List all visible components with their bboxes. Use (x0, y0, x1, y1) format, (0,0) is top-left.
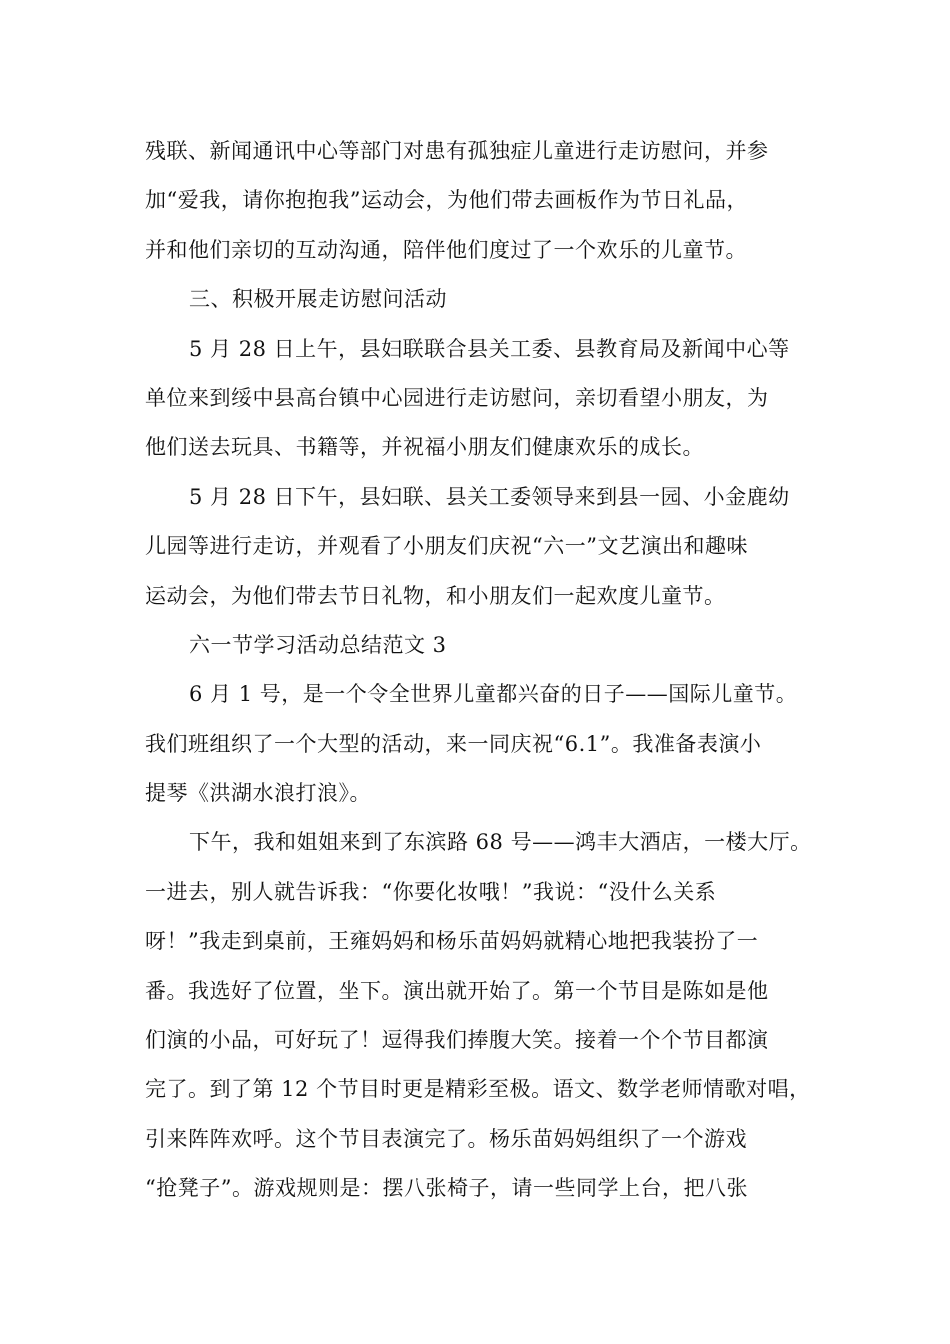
section-heading: 三、积极开展走访慰问活动 (189, 287, 447, 312)
text-line: 引来阵阵欢呼。这个节目表演完了。杨乐苗妈妈组织了一个游戏 (145, 1126, 747, 1151)
article-title: 六一节学习活动总结范文 3 (189, 632, 447, 657)
text-line: 提琴《洪湖水浪打浪》。 (145, 781, 371, 806)
text-line: 完了。到了第 12 个节目时更是精彩至极。语文、数学老师情歌对唱， (145, 1077, 811, 1102)
text-line: 运动会，为他们带去节日礼物，和小朋友们一起欢度儿童节。 (145, 583, 726, 608)
text-line: 一进去，别人就告诉我：“你要化妆哦！”我说：“没什么关系 (145, 879, 717, 904)
text-line: 5 月 28 日上午，县妇联联合县关工委、县教育局及新闻中心等 (189, 336, 790, 361)
text-line: 我们班组织了一个大型的活动，来一同庆祝“6.1”。我准备表演小 (145, 731, 762, 756)
text-line: 5 月 28 日下午，县妇联、县关工委领导来到县一园、小金鹿幼 (189, 484, 790, 509)
text-line: 儿园等进行走访，并观看了小朋友们庆祝“六一”文艺演出和趣味 (145, 534, 748, 559)
text-line: “抢凳子”。游戏规则是：摆八张椅子，请一些同学上台，把八张 (145, 1176, 748, 1201)
text-line: 呀！”我走到桌前，王雍妈妈和杨乐苗妈妈就精心地把我装扮了一 (145, 929, 759, 954)
text-line: 单位来到绥中县高台镇中心园进行走访慰问，亲切看望小朋友，为 (145, 385, 769, 410)
text-line: 他们送去玩具、书籍等，并祝福小朋友们健康欢乐的成长。 (145, 435, 704, 460)
document-body (145, 127, 810, 1214)
text-line: 并和他们亲切的互动沟通，陪伴他们度过了一个欢乐的儿童节。 (145, 237, 747, 262)
text-line: 6 月 1 号，是一个令全世界儿童都兴奋的日子——国际儿童节。 (189, 682, 798, 707)
text-line: 下午，我和姐姐来到了东滨路 68 号——鸿丰大酒店，一楼大厅。 (189, 830, 812, 855)
text-line: 残联、新闻通讯中心等部门对患有孤独症儿童进行走访慰问，并参 (145, 139, 769, 163)
text-line: 们演的小品，可好玩了！逗得我们捧腹大笑。接着一个个节目都演 (145, 1028, 769, 1053)
text-line: 加“爱我，请你抱抱我”运动会，为他们带去画板作为节日礼品， (145, 188, 748, 213)
text-line: 番。我选好了位置，坐下。演出就开始了。第一个节目是陈如是他 (145, 978, 769, 1003)
